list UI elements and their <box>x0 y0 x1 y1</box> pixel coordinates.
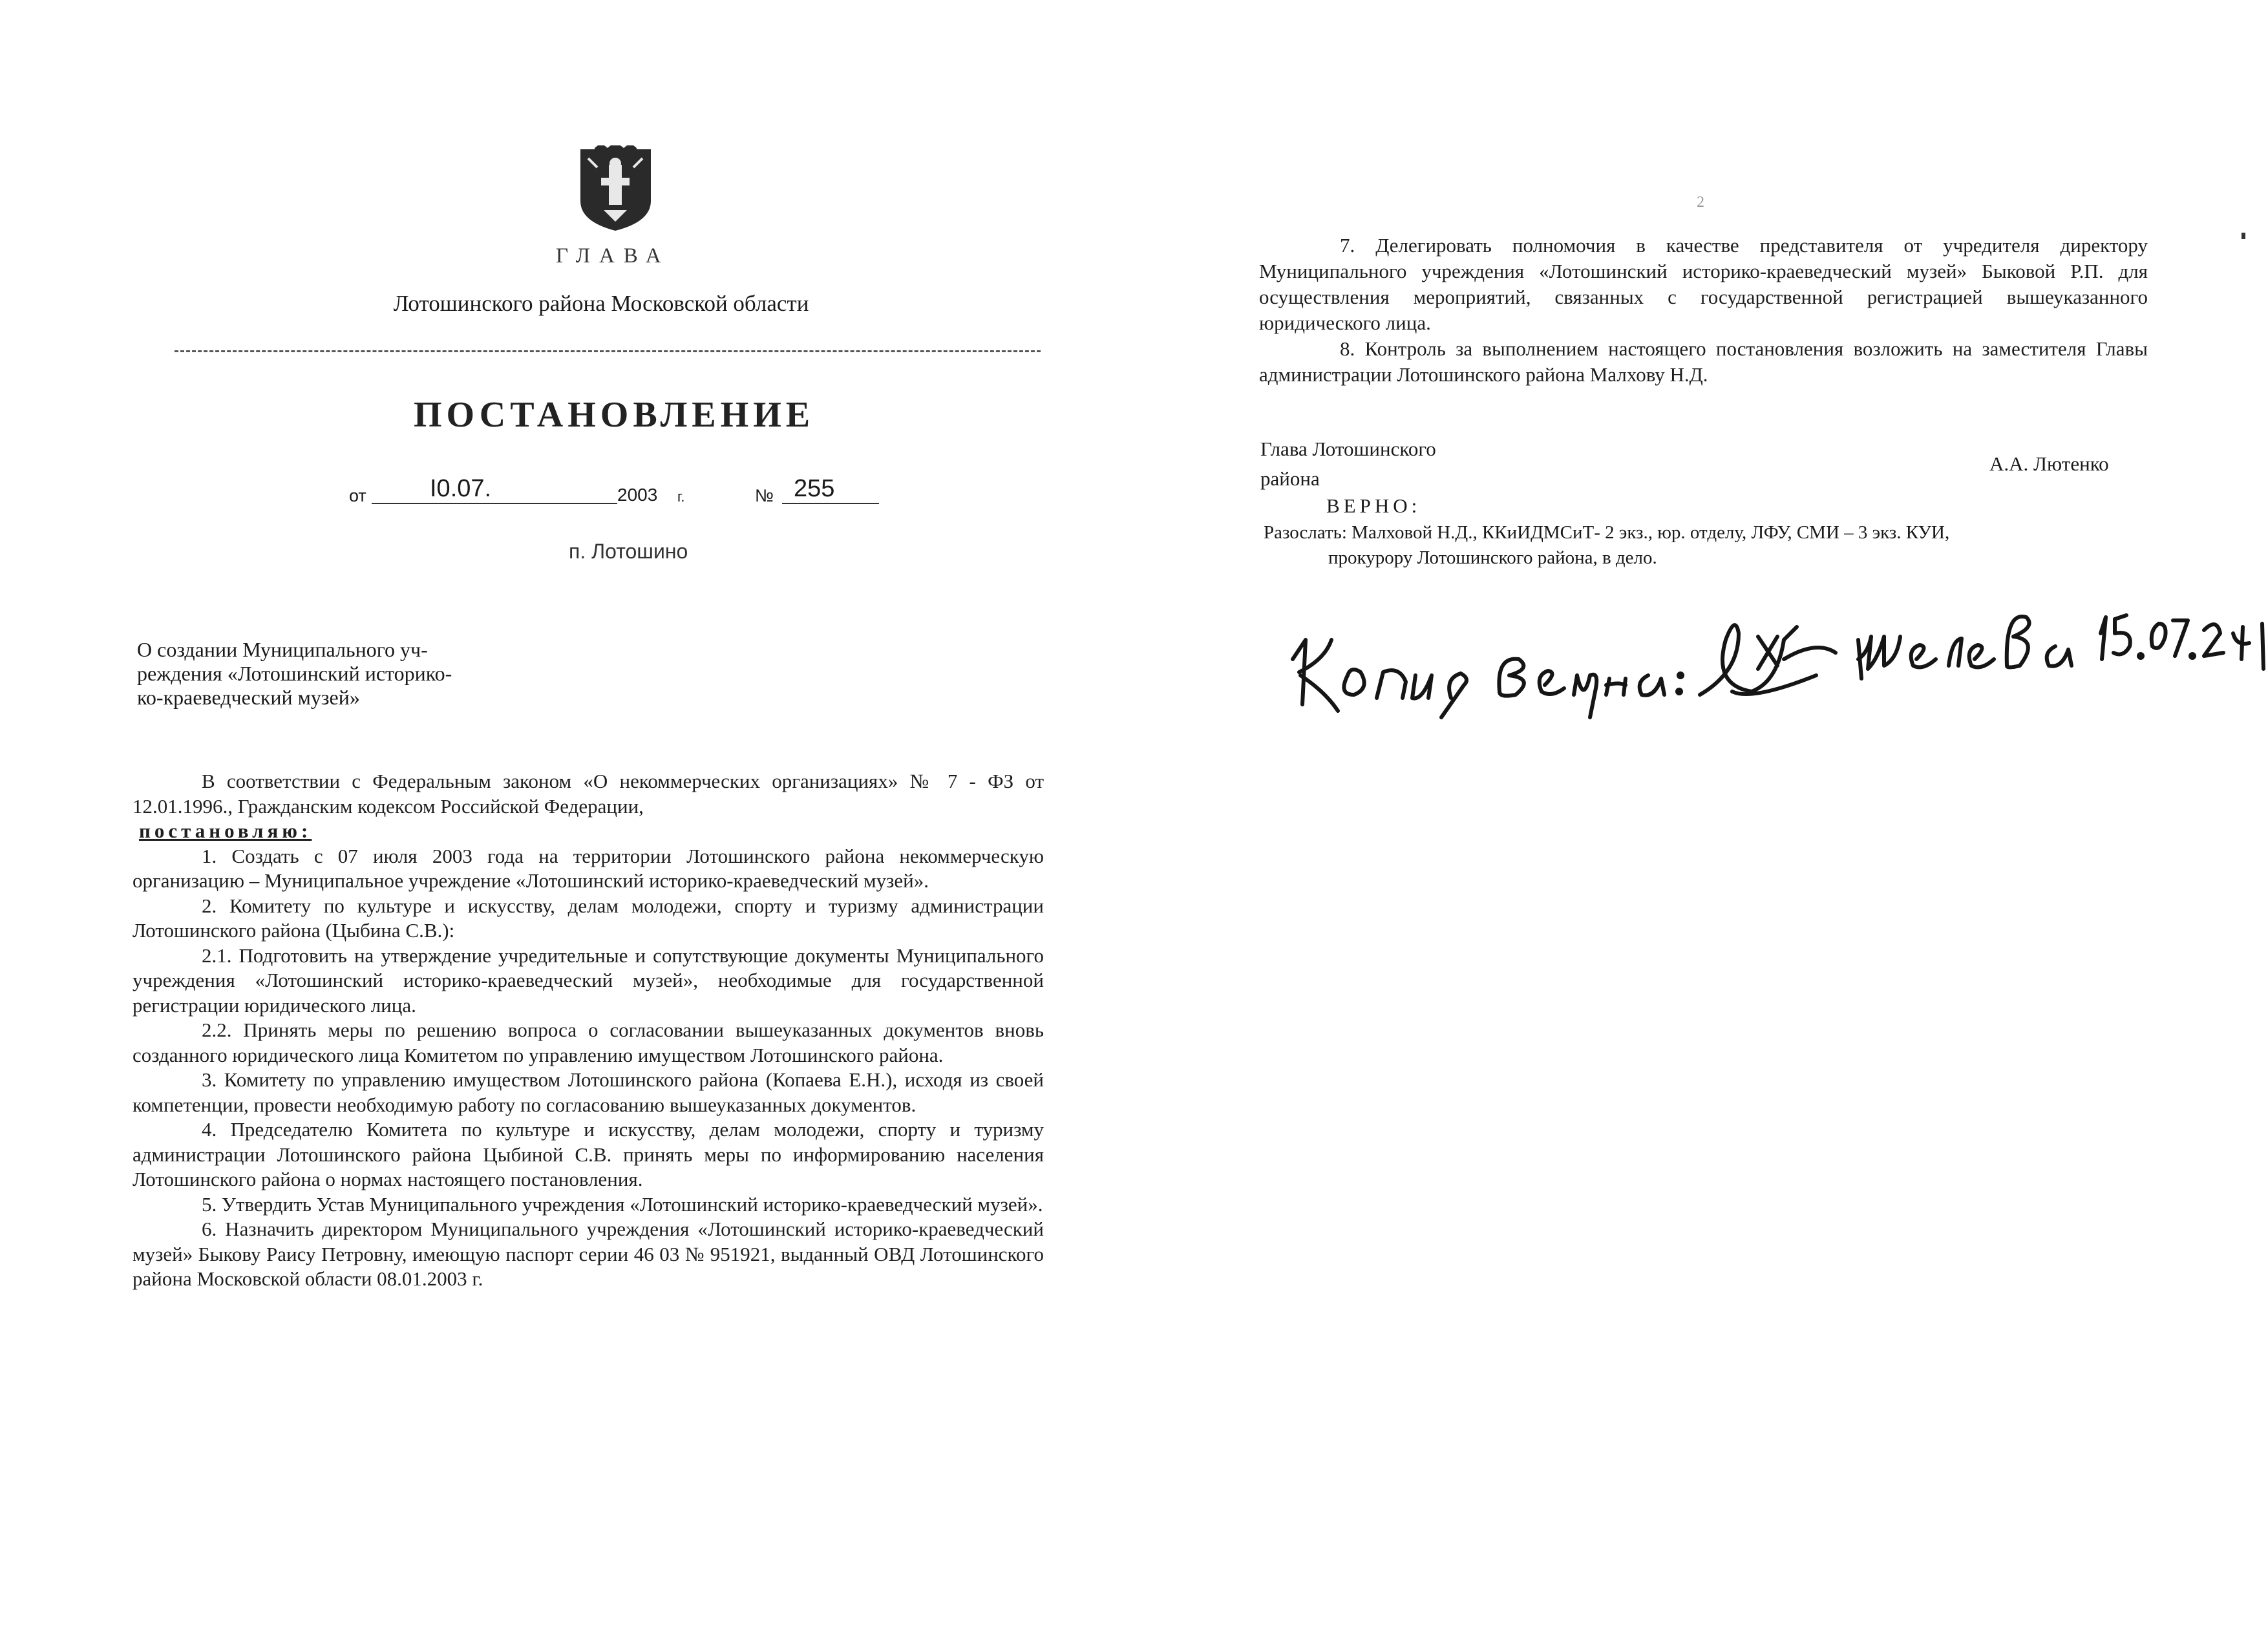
distribution-line: Разослать: Малховой Н.Д., ККиИДМСиТ- 2 экз., юр. отделу, ЛФУ, СМИ – 3 экз. КУИ, <box>1264 522 1950 543</box>
document-place: п. Лотошино <box>569 540 688 563</box>
subject-line: О создании Муниципального уч- <box>137 638 428 661</box>
page-number: 2 <box>1697 194 1704 211</box>
preamble: В соответствии с Федеральным законом «О некоммерческих организациях» № 7 - ФЗ от 12.01.1996., Гражданским кодексом Российской Федерации, <box>132 770 1044 818</box>
decree-item: 4. Председателю Комитета по культуре и искусству, делам молодежи, спорту и туризму администрации Лотошинского района Цыбиной С.В. принять меры по информированию населения Лотошинского района о нормах настоящего постановления. <box>132 1118 1044 1190</box>
subject-line: ко-краеведческий музей» <box>137 686 360 709</box>
document-date: I0.07. <box>372 475 617 504</box>
header-organization: Лотошинского района Московской области <box>393 291 809 316</box>
subject-line: реждения «Лотошинский историко- <box>137 662 452 685</box>
year-suffix: г. <box>677 489 685 505</box>
continuation-body <box>1259 233 2148 388</box>
coat-of-arms-icon <box>575 145 656 233</box>
decree-item: 8. Контроль за выполнением настоящего постановления возложить на заместителя Главы администрации Лотошинского района Малхову Н.Д. <box>1259 337 2148 386</box>
handwritten-certification-signature <box>1286 562 2268 737</box>
verno-mark: ВЕРНО: <box>1326 494 1421 517</box>
decree-item: 2.2. Принять меры по решению вопроса о согласовании вышеуказанных документов вновь созданного юридического лица Комитетом по управлению имуществом Лотошинского района. <box>132 1019 1044 1066</box>
decree-item: 3. Комитету по управлению имуществом Лотошинского района (Копаева Е.Н.), исходя из своей компетенции, провести необходимую работу по согласованию вышеуказанных документов. <box>132 1068 1044 1116</box>
signatory-position <box>1260 434 1436 494</box>
decree-item: 5. Утвердить Устав Муниципального учреждения «Лотошинский историко-краеведческий музей». <box>202 1192 1043 1216</box>
decree-item: 2. Комитету по культуре и искусству, делам молодежи, спорту и туризму администрации Лотошинского района (Цыбина С.В.): <box>132 894 1044 942</box>
number-label: № <box>755 486 774 505</box>
date-prefix: от <box>349 486 366 505</box>
decree-item: 7. Делегировать полномочия в качестве представителя от учредителя директору Муниципального учреждения «Лотошинский историко-краеведческий музей» Быковой Р.П. для осуществления мероприятий, связанных с государственной регистрацией вышеуказанного юридического лица. <box>1259 234 2148 334</box>
header-glava: ГЛАВА <box>556 244 670 268</box>
distribution-line: прокурору Лотошинского района, в дело. <box>1328 547 1657 568</box>
signatory-name: А.А. Лютенко <box>1989 452 2109 475</box>
decree-word: постановляю: <box>139 819 312 842</box>
signatory-position-line: Глава Лотошинского <box>1260 438 1436 460</box>
header-divider <box>175 350 1041 352</box>
scan-mark <box>2242 233 2245 239</box>
document-title: ПОСТАНОВЛЕНИЕ <box>414 395 815 435</box>
document-body <box>132 769 1044 1292</box>
document-year: 2003 <box>617 485 658 505</box>
signatory-position-line: района <box>1260 467 1320 490</box>
document-number: 255 <box>782 475 879 504</box>
document-subject <box>137 638 589 710</box>
decree-item: 1. Создать с 07 июля 2003 года на территории Лотошинского района некоммерческую организацию – Муниципальное учреждение «Лотошинский историко-краеведческий музей». <box>132 844 1044 892</box>
decree-item: 6. Назначить директором Муниципального учреждения «Лотошинский историко-краеведческий музей» Быкову Раису Петровну, имеющую паспорт серии 46 03 № 951921, выданный ОВД Лотошинского района Московской области 08.01.2003 г. <box>132 1218 1044 1290</box>
decree-item: 2.1. Подготовить на утверждение учредительные и сопутствующие документы Муниципального учреждения «Лотошинский историко-краеведческий музей», необходимые для государственной регистрации юридического лица. <box>132 944 1044 1017</box>
